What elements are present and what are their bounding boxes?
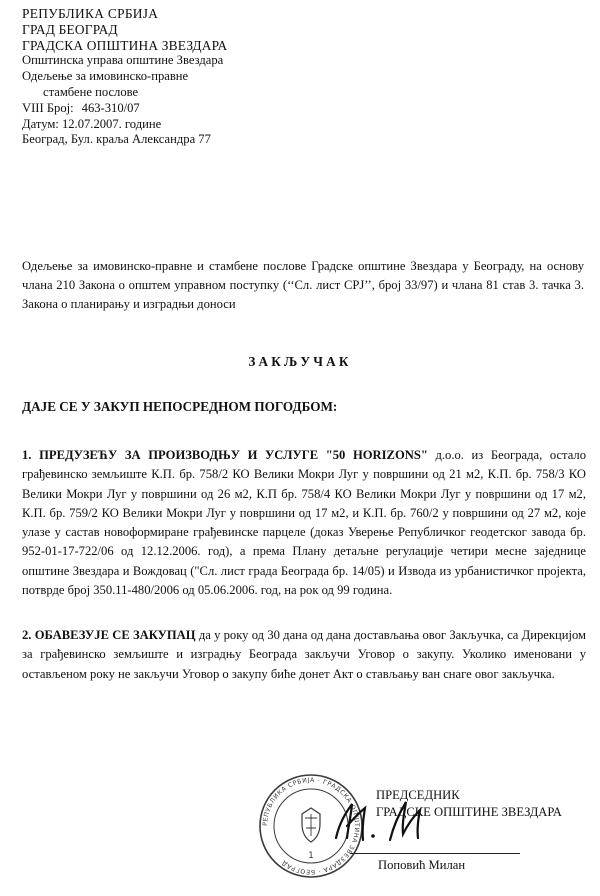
item-1-text: д.о.о. из Београда, остало грађевинско земљиште К.П. бр. 758/2 КО Велики Мокри Луг у површини од 21 м2, К.П. бр. 758/3 КО Велики Мокри Луг у површини од 26 м2, К.П бр. 758/4 КО Велики Мокри Луг у површини од 17 м2, К.П. бр. 759/2 КО Велики Мокри Луг у површини од 17 м2, и К.П. бр. 760/2 у површини од 27 м2, које улазе у састав новоформиране грађевинске парцеле (доказ Уверење Републичког геодетског завода бр. 952-01-17-722/06 од 12.12.2006. год), а према Плану детаљне регулације четири месне заједнице општине Звездара и Вождовац ("Сл. лист града Београда бр. 14/05) и Извода из урбанистичког пројекта, потврде број 350.11-480/2006 од 05.06.2006. год, на рок од 99 година. [22,448,586,598]
header-department-cont: стамбене послове [43,84,139,99]
document-title: ЗАКЉУЧАК [248,354,352,369]
item-1-heading: 1. ПРЕДУЗЕЋУ ЗА ПРОИЗВОДЊУ И УСЛУГЕ "50 HORIZONS" [22,448,428,462]
signatory-title [376,787,562,821]
item-2-heading: 2. ОБАВЕЗУЈЕ СЕ ЗАКУПАЦ [22,628,196,642]
header-republic: РЕПУБЛИКА СРБИЈА [22,6,159,21]
svg-text:1: 1 [308,851,314,861]
signature-line [350,853,520,854]
header-date-label: Датум: [22,116,59,131]
signatory-title-line2: ГРАДСКЕ ОПШТИНЕ ЗВЕЗДАРА [376,805,562,819]
intro-paragraph: Одељење за имовинско-правне и стамбене послове Градске општине Звездара у Београду, на основу члана 210 Закона о општем управном поступку (‘‘Сл. лист СРЈ’’, број 33/97) и члана 81 став 3. тачка 3. Закона о планирању и изградњи доноси [22,259,584,311]
header-department: Одељење за имовинско-правне [22,69,189,84]
header-date-row [22,117,227,133]
item-2-paragraph [22,626,586,684]
header-number-value: 463-310/07 [81,100,140,115]
document-subtitle: ДАЈЕ СЕ У ЗАКУП НЕПОСРЕДНОМ ПОГОДБОМ: [22,399,338,414]
signatory-title-line1: ПРЕДСЕДНИК [376,788,460,802]
header-city: ГРАД БЕОГРАД [22,21,118,37]
header-date-value: 12.07.2007. године [61,116,162,131]
signatory-name: Поповић Милан [378,858,466,872]
stamp-text: РЕПУБЛИКА СРБИЈА · ГРАДСКА ОПШТИНА ЗВЕЗДАРА · БЕОГРАД [261,776,361,876]
header-administration: Општинска управа општине Звездара [22,53,224,68]
header-number-row [22,101,227,117]
header-municipality: ГРАДСКА ОПШТИНА ЗВЕЗДАРА [22,37,228,53]
header-address: Београд, Бул. краља Александра 77 [22,132,211,147]
header-number-label: VIII Број: [22,100,74,115]
document-header [22,6,227,148]
item-1-paragraph [22,446,586,600]
item-2-text: да у року од 30 дана од дана достављања овог Закључка, са Дирекцијом за грађевинско земљиште и изградњу Београда закључи Уговор о закупу. Уколико именовани у остављеном року не закључи Уговор о закупу биће донет Акт о стављању ван снаге овог закључка. [22,628,587,681]
